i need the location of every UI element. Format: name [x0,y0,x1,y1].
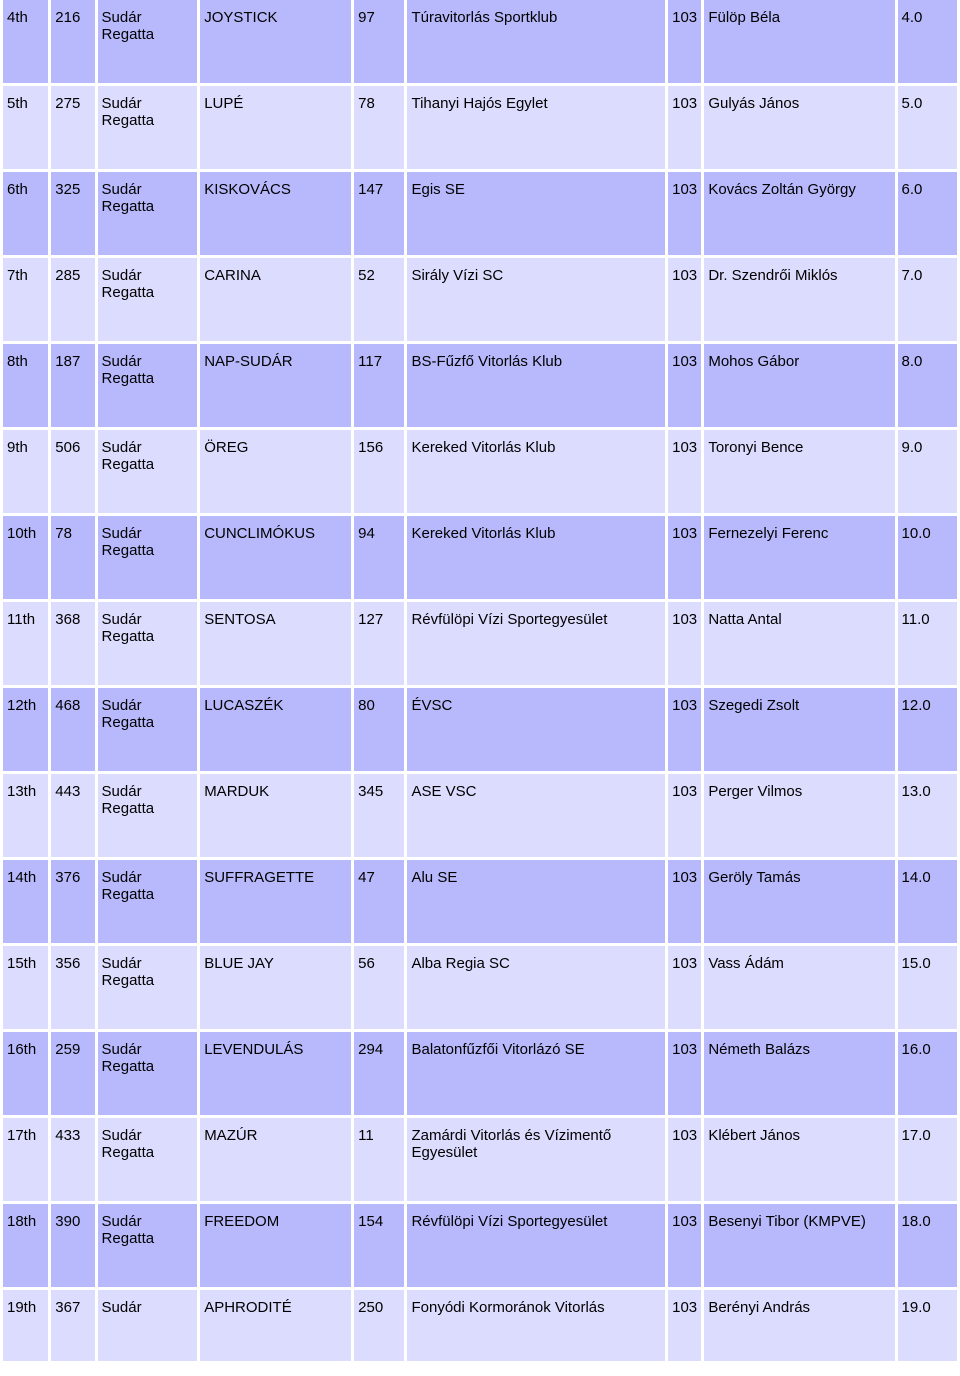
boat-name-cell: SENTOSA [200,602,351,685]
class-cell: Sudár [98,1290,198,1361]
club-cell: Egis SE [407,172,665,255]
place-cell: 12th [3,688,48,771]
class-cell: Sudár Regatta [98,86,198,169]
club-cell: Balatonfűzfői Vitorlázó SE [407,1032,665,1115]
club-cell: Fonyódi Kormoránok Vitorlás [407,1290,665,1361]
category-cell: 103 [668,258,701,341]
points-cell: 17.0 [898,1118,957,1201]
table-row [3,1204,957,1287]
sail-number-cell: 433 [51,1118,94,1201]
sail-number-cell: 259 [51,1032,94,1115]
sail-number-cell: 78 [51,516,94,599]
class-cell: Sudár Regatta [98,344,198,427]
skipper-cell: Vass Ádám [704,946,894,1029]
points-cell: 11.0 [898,602,957,685]
number-cell: 147 [354,172,404,255]
sail-number-cell: 468 [51,688,94,771]
table-row [3,946,957,1029]
category-cell: 103 [668,86,701,169]
table-row [3,430,957,513]
boat-name-cell: BLUE JAY [200,946,351,1029]
club-cell: Túravitorlás Sportklub [407,0,665,83]
place-cell: 13th [3,774,48,857]
boat-name-cell: SUFFRAGETTE [200,860,351,943]
sail-number-cell: 356 [51,946,94,1029]
skipper-cell: Kovács Zoltán György [704,172,894,255]
table-row [3,774,957,857]
skipper-cell: Fernezelyi Ferenc [704,516,894,599]
class-cell: Sudár Regatta [98,688,198,771]
number-cell: 78 [354,86,404,169]
class-cell: Sudár Regatta [98,172,198,255]
sail-number-cell: 285 [51,258,94,341]
points-cell: 19.0 [898,1290,957,1361]
table-row [3,860,957,943]
class-cell: Sudár Regatta [98,860,198,943]
class-cell: Sudár Regatta [98,1204,198,1287]
place-cell: 4th [3,0,48,83]
club-cell: Zamárdi Vitorlás és Vízimentő Egyesület [407,1118,665,1201]
skipper-cell: Dr. Szendrői Miklós [704,258,894,341]
table-row [3,1118,957,1201]
skipper-cell: Geröly Tamás [704,860,894,943]
class-cell: Sudár Regatta [98,516,198,599]
points-cell: 7.0 [898,258,957,341]
number-cell: 127 [354,602,404,685]
sail-number-cell: 187 [51,344,94,427]
category-cell: 103 [668,430,701,513]
points-cell: 10.0 [898,516,957,599]
boat-name-cell: CARINA [200,258,351,341]
place-cell: 6th [3,172,48,255]
number-cell: 11 [354,1118,404,1201]
skipper-cell: Németh Balázs [704,1032,894,1115]
category-cell: 103 [668,516,701,599]
boat-name-cell: MARDUK [200,774,351,857]
sail-number-cell: 390 [51,1204,94,1287]
boat-name-cell: LEVENDULÁS [200,1032,351,1115]
table-row [3,86,957,169]
number-cell: 56 [354,946,404,1029]
place-cell: 10th [3,516,48,599]
table-row [3,0,957,83]
sail-number-cell: 506 [51,430,94,513]
points-cell: 5.0 [898,86,957,169]
sail-number-cell: 275 [51,86,94,169]
number-cell: 97 [354,0,404,83]
skipper-cell: Gulyás János [704,86,894,169]
boat-name-cell: FREEDOM [200,1204,351,1287]
number-cell: 47 [354,860,404,943]
number-cell: 154 [354,1204,404,1287]
club-cell: Révfülöpi Vízi Sportegyesület [407,602,665,685]
club-cell: Kereked Vitorlás Klub [407,516,665,599]
place-cell: 19th [3,1290,48,1361]
category-cell: 103 [668,946,701,1029]
boat-name-cell: LUPÉ [200,86,351,169]
skipper-cell: Perger Vilmos [704,774,894,857]
club-cell: ASE VSC [407,774,665,857]
place-cell: 5th [3,86,48,169]
table-row [3,172,957,255]
category-cell: 103 [668,1204,701,1287]
points-cell: 16.0 [898,1032,957,1115]
club-cell: BS-Fűzfő Vitorlás Klub [407,344,665,427]
club-cell: Kereked Vitorlás Klub [407,430,665,513]
skipper-cell: Toronyi Bence [704,430,894,513]
skipper-cell: Mohos Gábor [704,344,894,427]
category-cell: 103 [668,1290,701,1361]
category-cell: 103 [668,774,701,857]
category-cell: 103 [668,344,701,427]
boat-name-cell: ÖREG [200,430,351,513]
class-cell: Sudár Regatta [98,1118,198,1201]
sail-number-cell: 443 [51,774,94,857]
skipper-cell: Berényi András [704,1290,894,1361]
skipper-cell: Natta Antal [704,602,894,685]
skipper-cell: Klébert János [704,1118,894,1201]
table-row [3,258,957,341]
class-cell: Sudár Regatta [98,602,198,685]
class-cell: Sudár Regatta [98,946,198,1029]
table-row [3,344,957,427]
category-cell: 103 [668,172,701,255]
boat-name-cell: KISKOVÁCS [200,172,351,255]
number-cell: 94 [354,516,404,599]
skipper-cell: Fülöp Béla [704,0,894,83]
table-row [3,1032,957,1115]
points-cell: 18.0 [898,1204,957,1287]
club-cell: Révfülöpi Vízi Sportegyesület [407,1204,665,1287]
class-cell: Sudár Regatta [98,1032,198,1115]
points-cell: 13.0 [898,774,957,857]
place-cell: 16th [3,1032,48,1115]
skipper-cell: Szegedi Zsolt [704,688,894,771]
points-cell: 12.0 [898,688,957,771]
place-cell: 11th [3,602,48,685]
category-cell: 103 [668,0,701,83]
category-cell: 103 [668,1118,701,1201]
place-cell: 9th [3,430,48,513]
class-cell: Sudár Regatta [98,258,198,341]
place-cell: 14th [3,860,48,943]
table-row [3,516,957,599]
table-row [3,602,957,685]
place-cell: 7th [3,258,48,341]
points-cell: 8.0 [898,344,957,427]
club-cell: Tihanyi Hajós Egylet [407,86,665,169]
points-cell: 14.0 [898,860,957,943]
skipper-cell: Besenyi Tibor (KMPVE) [704,1204,894,1287]
points-cell: 6.0 [898,172,957,255]
place-cell: 8th [3,344,48,427]
club-cell: Alba Regia SC [407,946,665,1029]
sail-number-cell: 368 [51,602,94,685]
number-cell: 250 [354,1290,404,1361]
points-cell: 15.0 [898,946,957,1029]
club-cell: ÉVSC [407,688,665,771]
category-cell: 103 [668,1032,701,1115]
club-cell: Alu SE [407,860,665,943]
number-cell: 80 [354,688,404,771]
boat-name-cell: NAP-SUDÁR [200,344,351,427]
number-cell: 294 [354,1032,404,1115]
class-cell: Sudár Regatta [98,0,198,83]
table-row [3,1290,957,1361]
place-cell: 15th [3,946,48,1029]
sail-number-cell: 367 [51,1290,94,1361]
boat-name-cell: APHRODITÉ [200,1290,351,1361]
sail-number-cell: 376 [51,860,94,943]
place-cell: 18th [3,1204,48,1287]
points-cell: 9.0 [898,430,957,513]
number-cell: 52 [354,258,404,341]
points-cell: 4.0 [898,0,957,83]
number-cell: 156 [354,430,404,513]
sail-number-cell: 216 [51,0,94,83]
place-cell: 17th [3,1118,48,1201]
category-cell: 103 [668,860,701,943]
table-row [3,688,957,771]
category-cell: 103 [668,602,701,685]
boat-name-cell: JOYSTICK [200,0,351,83]
club-cell: Sirály Vízi SC [407,258,665,341]
class-cell: Sudár Regatta [98,430,198,513]
boat-name-cell: CUNCLIMÓKUS [200,516,351,599]
number-cell: 345 [354,774,404,857]
boat-name-cell: LUCASZÉK [200,688,351,771]
sail-number-cell: 325 [51,172,94,255]
category-cell: 103 [668,688,701,771]
class-cell: Sudár Regatta [98,774,198,857]
number-cell: 117 [354,344,404,427]
boat-name-cell: MAZÚR [200,1118,351,1201]
